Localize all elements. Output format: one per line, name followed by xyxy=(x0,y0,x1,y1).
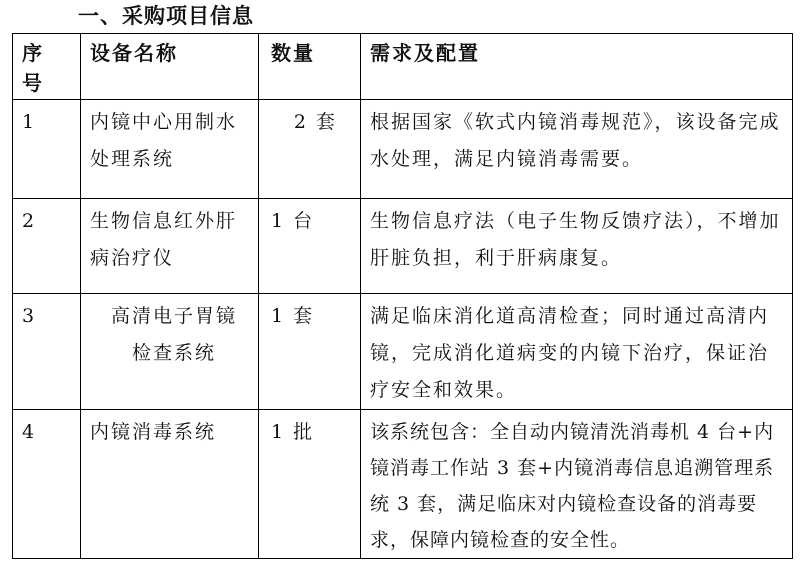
row-name: 内镜中心用制水处理系统 xyxy=(90,111,238,170)
row-name: 内镜消毒系统 xyxy=(90,421,217,443)
table-header-row xyxy=(13,34,793,100)
cell-spec xyxy=(361,410,793,559)
table-row xyxy=(13,294,793,410)
cell-spec xyxy=(361,100,793,199)
row-name: 高清电子胃镜检查系统 xyxy=(110,305,237,364)
row-name: 生物信息红外肝病治疗仪 xyxy=(90,210,238,269)
header-cell-no xyxy=(13,34,81,100)
cell-name xyxy=(81,294,259,410)
cell-no xyxy=(13,410,81,559)
header-cell-qty xyxy=(259,34,361,100)
table-row xyxy=(13,410,793,559)
row-no: 3 xyxy=(22,305,37,327)
row-no: 4 xyxy=(22,421,37,443)
header-name-label: 设备名称 xyxy=(90,41,178,65)
cell-no xyxy=(13,100,81,199)
header-cell-name xyxy=(81,34,259,100)
row-no: 1 xyxy=(22,111,37,133)
row-spec: 根据国家《软式内镜消毒规范》，该设备完成水处理，满足内镜消毒需要。 xyxy=(370,111,781,170)
cell-qty xyxy=(259,410,361,559)
cell-qty xyxy=(259,294,361,410)
row-spec: 满足临床消化道高清检查；同时通过高清内镜，完成消化道病变的内镜下治疗，保证治疗安全和效果。 xyxy=(370,305,770,401)
row-qty: 1 批 xyxy=(271,421,315,443)
cell-qty xyxy=(259,199,361,294)
row-qty: 2 套 xyxy=(293,111,338,133)
cell-name xyxy=(81,100,259,199)
row-no: 2 xyxy=(22,210,37,232)
cell-spec xyxy=(361,199,793,294)
row-spec: 生物信息疗法（电子生物反馈疗法），不增加肝脏负担，利于肝病康复。 xyxy=(370,210,781,269)
header-no-label: 序号 xyxy=(22,41,44,95)
header-qty-label: 数量 xyxy=(271,41,315,65)
cell-name xyxy=(81,410,259,559)
header-cell-spec xyxy=(361,34,793,100)
procurement-table xyxy=(12,33,793,559)
cell-no xyxy=(13,199,81,294)
cell-no xyxy=(13,294,81,410)
row-qty: 1 台 xyxy=(271,210,315,232)
cell-qty xyxy=(259,100,361,199)
table-row xyxy=(13,100,793,199)
header-spec-label: 需求及配置 xyxy=(370,41,480,65)
row-spec: 该系统包含：全自动内镜清洗消毒机 4 台+内镜消毒工作站 3 套+内镜消毒信息追溯管理系统 3 套，满足临床对内镜检查设备的消毒要求，保障内镜检查的安全性。 xyxy=(370,421,775,551)
cell-spec xyxy=(361,294,793,410)
section-title: 一、采购项目信息 xyxy=(78,4,254,28)
row-qty: 1 套 xyxy=(271,305,315,327)
cell-name xyxy=(81,199,259,294)
table-row xyxy=(13,199,793,294)
